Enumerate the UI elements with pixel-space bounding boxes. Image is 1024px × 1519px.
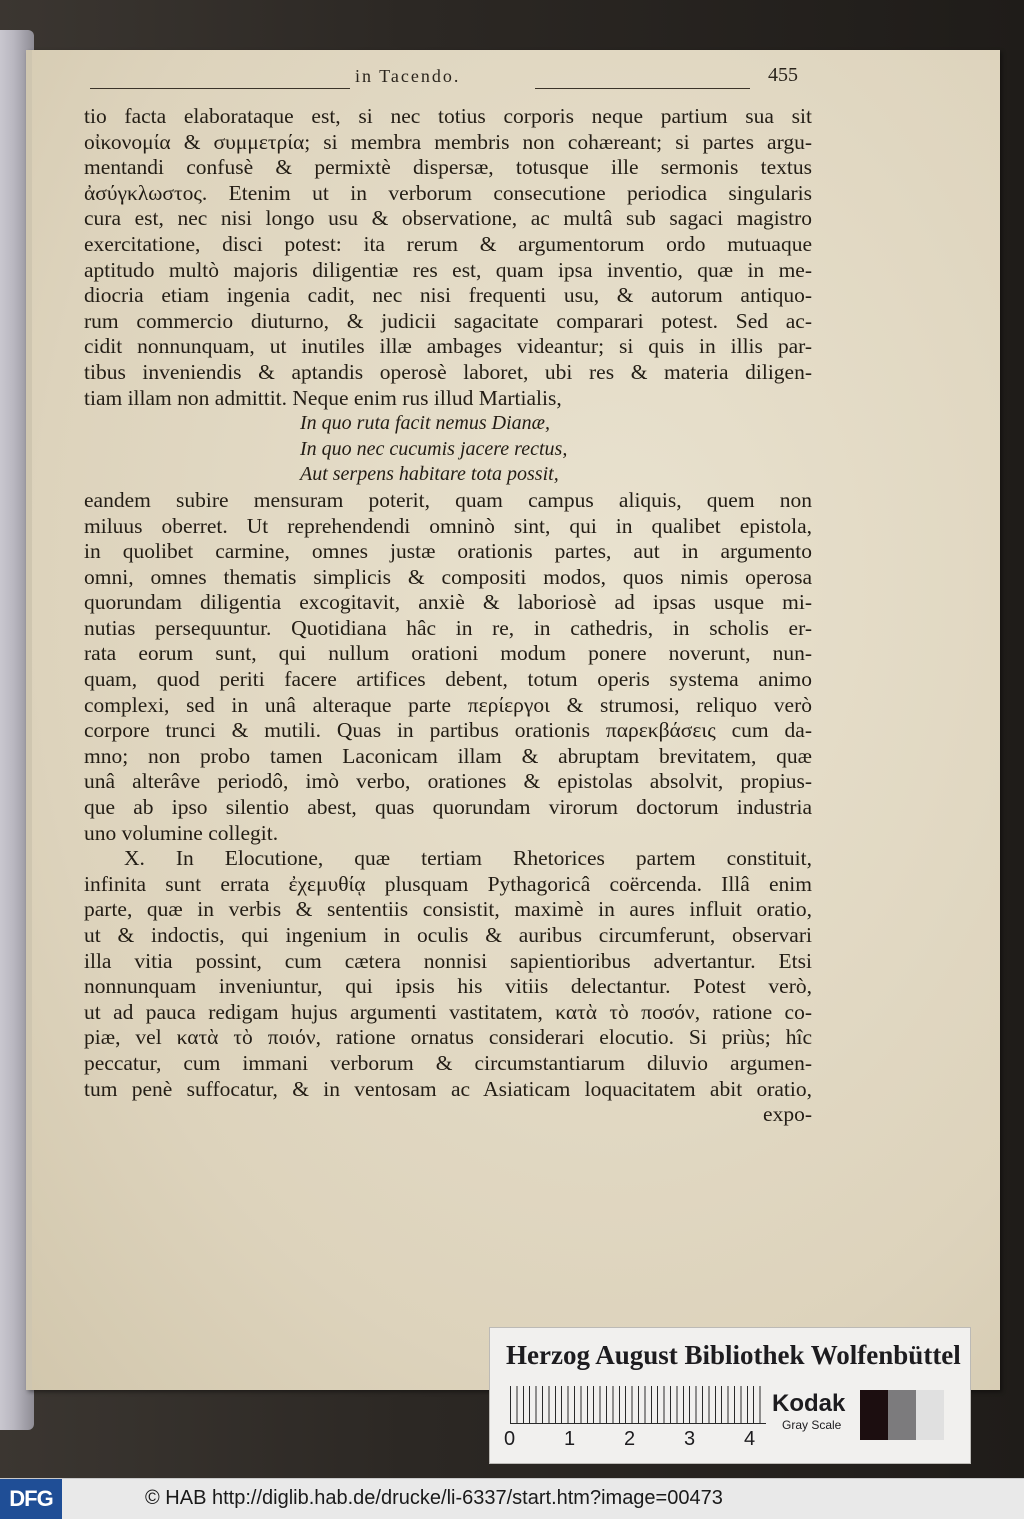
text-line: tum penè suffocatur, & in ventosam ac Asiaticam loquacitatem abit oratio,	[84, 1076, 812, 1101]
text-line: eandem subire mensuram poterit, quam campus aliquis, quem non	[84, 487, 812, 512]
text-line: mno; non probo tamen Laconicam illam & abruptam brevitatem, quæ	[84, 743, 812, 768]
gray-scale-label: Gray Scale	[782, 1418, 842, 1432]
gray-patches	[860, 1390, 944, 1440]
text-line: nutias persequuntur. Quotidiana hâc in re, in cathedris, in scholis er-	[84, 615, 812, 640]
gray-patch	[860, 1390, 888, 1440]
ruler-numbers	[504, 1428, 774, 1452]
text-line: rata eorum sunt, qui nullum orationi modum ponere noverunt, nun-	[84, 641, 812, 666]
text-line: quam, quod periti facere artifices debent, totum operis systema animo	[84, 667, 812, 692]
text-line: unâ alterâve periodô, imò verbo, orationes & epistolas absolvit, propius-	[84, 769, 812, 794]
text-line: ut & indoctis, qui ingenium in oculis & auribus circumferunt, observari	[84, 923, 812, 947]
page-number: 455	[768, 64, 798, 86]
gray-patch	[916, 1390, 944, 1440]
text-line: tibus inveniendis & aptandis operosè laboret, ubi res & materia diligen-	[84, 359, 812, 384]
gray-patch	[888, 1390, 916, 1440]
ruler-scale	[510, 1386, 766, 1424]
kodak-logo: Kodak	[772, 1390, 846, 1417]
text-line: que ab ipso silentio abest, quas quorundam virorum doctorum industria	[84, 795, 812, 820]
text-line: rum commercio diuturno, & judicii sagacitate comparari potest. Sed ac-	[84, 308, 812, 333]
verse-line: In quo ruta facit nemus Dianæ,	[300, 412, 550, 435]
text-line: ut ad pauca redigam hujus argumenti vastitatem, κατὰ τὸ ποσόν, ratione co-	[84, 999, 812, 1024]
text-line: exercitatione, disci potest: ita rerum & argumentorum ordo mutuaque	[84, 231, 812, 256]
text-line: mentandi confusè & permixtè dispersæ, totusque ille sermonis textus	[84, 155, 812, 180]
copyright-link[interactable]: © HAB http://diglib.hab.de/drucke/li-6337/start.htm?image=00473	[145, 1487, 723, 1509]
ruler-number: 4	[744, 1428, 756, 1450]
catchword: expo-	[763, 1102, 812, 1127]
text-line: tiam illam non admittit. Neque enim rus illud Martialis,	[84, 385, 562, 410]
ruler-number: 2	[624, 1428, 636, 1450]
text-line: infinita sunt errata ἐχεμυθίᾳ plusquam Pythagoricâ coërcenda. Illâ enim	[84, 871, 812, 896]
text-line: cura est, nec nisi longo usu & observatione, ac multâ sub sagaci magistro	[84, 206, 812, 231]
text-line: cidit nonnunquam, ut inutiles illæ ambages videantur; si quis in illis par-	[84, 334, 812, 359]
ruler-number: 3	[684, 1428, 696, 1450]
text-line: aptitudo multò majoris diligentiæ res est, quam ipsa inventio, quæ in me-	[84, 257, 812, 282]
color-reference-card	[489, 1327, 971, 1464]
ruler-number: 0	[504, 1428, 516, 1450]
section-first-line: X. In Elocutione, quæ tertiam Rhetorices partem constituit,	[124, 846, 812, 871]
head-rule-right	[535, 88, 750, 89]
text-line: miluus oberret. Ut reprehendendi omninò sint, qui in qualibet epistola,	[84, 513, 812, 538]
text-line: illa vitia possint, cum cætera nonnisi sapientioribus advertantur. Etsi	[84, 948, 812, 973]
dfg-logo: DFG	[0, 1479, 62, 1519]
text-line: quorundam diligentia excogitavit, anxiè & laboriosè ad ipsas usque mi-	[84, 590, 812, 615]
ruler-number: 1	[564, 1428, 576, 1450]
text-line: nonnunquam inveniuntur, qui ipsis his vitiis delectantur. Potest verò,	[84, 974, 812, 999]
library-name: Herzog August Bibliothek Wolfenbüttel	[506, 1340, 961, 1370]
text-line: parte, quæ in verbis & sententiis consistit, maximè in aures influit oratio,	[84, 897, 812, 922]
text-line: piæ, vel κατὰ τὸ ποιόν, ratione ornatus considerari elocutio. Si priùs; hîc	[84, 1025, 812, 1050]
head-rule-left	[90, 88, 350, 89]
text-line: complexi, sed in unâ alteraque parte περίεργοι & strumosi, reliquo verò	[84, 692, 812, 717]
text-line: peccatur, cum immani verborum & circumstantiarum diluvio argumen-	[84, 1050, 812, 1075]
text-line: uno volumine collegit.	[84, 820, 279, 845]
text-line: tio facta elaborataque est, si nec totius corporis neque partium sua sit	[84, 104, 812, 128]
verse-line: In quo nec cucumis jacere rectus,	[300, 437, 568, 460]
viewer-footer	[0, 1478, 1024, 1519]
text-line: corpore trunci & mutili. Quas in partibus orationis παρεκβάσεις cum da-	[84, 718, 812, 743]
page-text	[84, 104, 812, 1128]
text-line: diocria etiam ingenia cadit, nec nisi frequenti usu, & autorum antiquo-	[84, 283, 812, 308]
text-line: οἰκονομία & συμμετρία; si membra membris non cohæreant; si partes argu-	[84, 129, 812, 154]
text-line: in quolibet carmine, omnes justæ orationis partes, aut in argumento	[84, 539, 812, 564]
verse-line: Aut serpens habitare tota possit,	[300, 463, 559, 486]
text-line: omni, omnes thematis simplicis & compositi modos, quos nimis operosa	[84, 564, 812, 589]
text-line: ἀσύγκλωστος. Etenim ut in verborum consecutione periodica singularis	[84, 180, 812, 205]
running-head: in Tacendo.	[355, 66, 461, 86]
